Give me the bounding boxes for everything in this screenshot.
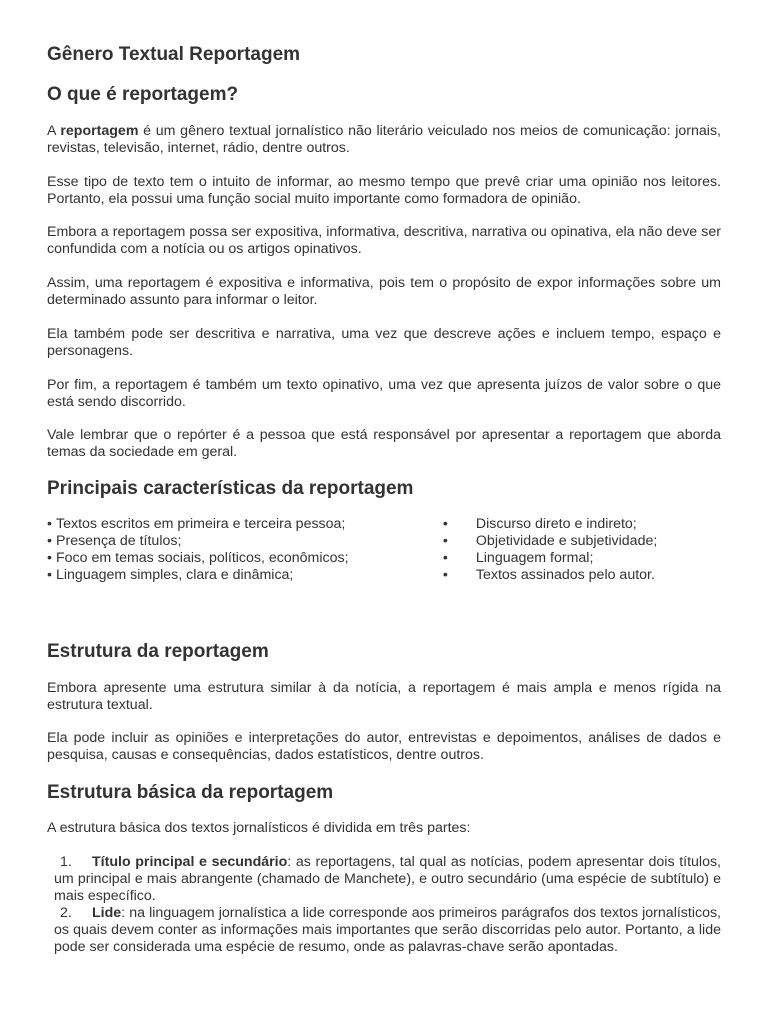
paragraph-types: Embora a reportagem possa ser expositiva, informativa, descritiva, narrativa ou opinativa, ela não deve ser confundida com a notícia ou os artigos opinativos.: [47, 224, 721, 257]
bold-term: reportagem: [60, 123, 139, 139]
heading-basic-structure: Estrutura básica da reportagem: [47, 782, 334, 803]
numbered-item-title: 1. Título principal e secundário: as reportagens, tal qual as notícias, podem apresentar dois títulos, um principal e mais abrangente (chamado de Manchete), e outro secundário (uma espécie de subtítulo) e mais específico.: [54, 854, 721, 904]
list-item: • Textos escritos em primeira e terceira pessoa;: [47, 516, 346, 532]
paragraph-opinative: Por fim, a reportagem é também um texto opinativo, uma vez que apresenta juízos de valor sobre o que está sendo discorrido.: [47, 377, 721, 410]
list-item: • Linguagem formal;: [442, 550, 594, 566]
bullet-icon: •: [442, 567, 448, 583]
list-item: • Objetividade e subjetividade;: [442, 533, 658, 549]
paragraph-basic-intro: A estrutura básica dos textos jornalísticos é dividida em três partes:: [47, 820, 471, 836]
bullet-icon: •: [47, 567, 52, 583]
paragraph-descriptive: Ela também pode ser descritiva e narrativa, uma vez que descreve ações e incluem tempo, espaço e personagens.: [47, 326, 721, 359]
features-right-column: [443, 516, 721, 584]
features-list: [47, 516, 721, 584]
bullet-icon: •: [442, 516, 448, 532]
item-number: 1.: [60, 854, 72, 870]
item-number: 2.: [60, 905, 72, 921]
list-item: • Foco em temas sociais, políticos, econômicos;: [47, 550, 349, 566]
paragraph-structure-overview: Embora apresente uma estrutura similar à da notícia, a reportagem é mais ampla e menos rígida na estrutura textual.: [47, 680, 721, 713]
bullet-icon: •: [442, 533, 448, 549]
document-title: Gênero Textual Reportagem: [47, 44, 301, 65]
paragraph-reporter: Vale lembrar que o repórter é a pessoa que está responsável por apresentar a reportagem que aborda temas da sociedade em geral.: [47, 427, 721, 460]
list-item: • Textos assinados pelo autor.: [442, 567, 655, 583]
bullet-icon: •: [442, 550, 448, 566]
bullet-icon: •: [47, 533, 52, 549]
paragraph-definition: A reportagem é um gênero textual jornalístico não literário veiculado nos meios de comunicação: jornais, revistas, televisão, internet, rádio, dentre outros.: [47, 123, 721, 156]
bullet-icon: •: [47, 550, 52, 566]
paragraph-structure-content: Ela pode incluir as opiniões e interpretações do autor, entrevistas e depoimentos, análises de dados e pesquisa, causas e consequências, dados estatísticos, dentre outros.: [47, 730, 721, 763]
paragraph-purpose: Esse tipo de texto tem o intuito de informar, ao mesmo tempo que prevê criar uma opinião nos leitores. Portanto, ela possui uma função social muito importante como formadora de opinião.: [47, 174, 721, 207]
features-left-column: [47, 516, 443, 584]
numbered-item-lide: 2. Lide: na linguagem jornalística a lide corresponde aos primeiros parágrafos dos textos jornalísticos, os quais devem conter as informações mais importantes que serão discorridas pelo autor. Portanto, a lide pode ser considerada uma espécie de resumo, onde as palavras-chave serão apontadas.: [54, 905, 721, 955]
bullet-icon: •: [47, 516, 52, 532]
heading-features: Principais características da reportagem: [47, 478, 414, 499]
heading-structure: Estrutura da reportagem: [47, 641, 269, 662]
list-item: • Discurso direto e indireto;: [442, 516, 637, 532]
list-item: • Linguagem simples, clara e dinâmica;: [47, 567, 294, 583]
heading-what-is: O que é reportagem?: [47, 84, 239, 105]
paragraph-expositive: Assim, uma reportagem é expositiva e informativa, pois tem o propósito de expor informações sobre um determinado assunto para informar o leitor.: [47, 275, 721, 308]
list-item: • Presença de títulos;: [47, 533, 182, 549]
